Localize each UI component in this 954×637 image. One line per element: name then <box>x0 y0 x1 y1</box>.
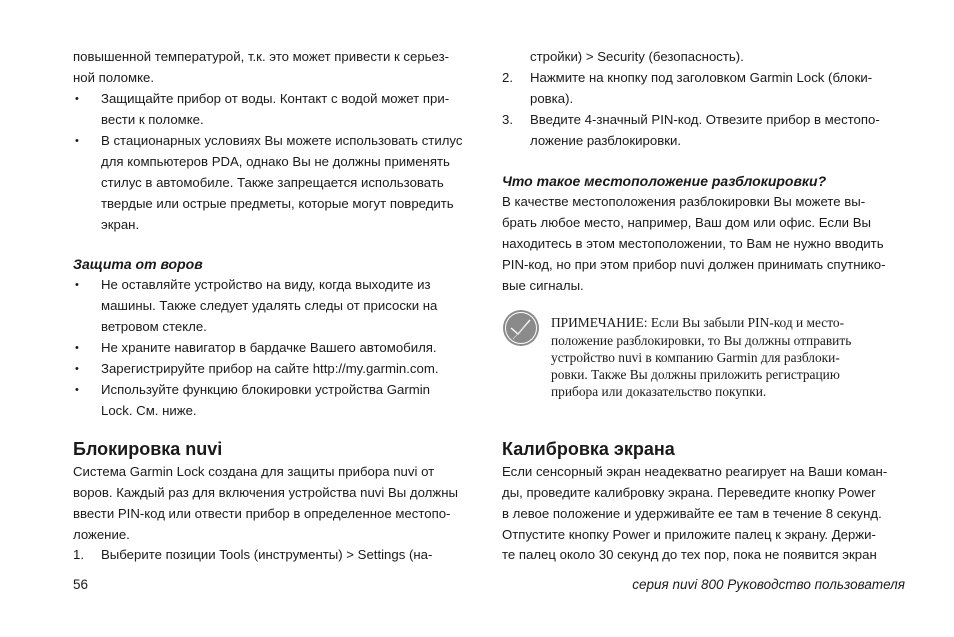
bullet-text: Зарегистрируйте прибор на сайте http://my.garmin.com. <box>101 361 439 376</box>
page-number: 56 <box>73 577 89 592</box>
location-paragraph-line: брать любое место, например, Ваш дом или офис. Если Вы <box>502 215 871 230</box>
step-number: 3. <box>502 112 513 127</box>
location-paragraph-line: находитесь в этом местоположении, то Вам не нужно вводить <box>502 236 884 251</box>
location-paragraph-line: вые сигналы. <box>502 278 584 293</box>
step-number: 1. <box>73 547 84 562</box>
lock-paragraph-line: ввести PIN-код или отвести прибор в определенное местопо- <box>73 506 451 521</box>
bullet-text: Используйте функцию блокировки устройства Garmin <box>101 382 430 397</box>
calibration-heading: Калибровка экрана <box>502 439 675 459</box>
step-number: 2. <box>502 70 513 85</box>
bullet-marker: • <box>75 363 79 375</box>
step-text: ложение разблокировки. <box>530 133 681 148</box>
lock-paragraph-line: ложение. <box>73 527 130 542</box>
bullet-text: Не оставляйте устройство на виду, когда выходите из <box>101 277 431 292</box>
calibration-paragraph-line: ды, проведите калибровку экрана. Переведите кнопку Power <box>502 485 876 500</box>
bullet-marker: • <box>75 384 79 396</box>
location-heading: Что такое местоположение разблокировки? <box>502 173 827 189</box>
step-text: Выберите позиции Tools (инструменты) > Settings (на- <box>101 547 433 562</box>
bullet-marker: • <box>75 342 79 354</box>
step-text: Введите 4-значный PIN-код. Отвезите прибор в местопо- <box>530 112 880 127</box>
note-line: прибора или доказательство покупки. <box>551 384 767 399</box>
location-paragraph-line: В качестве местоположения разблокировки Вы можете вы- <box>502 194 866 209</box>
bullet-text: стилус в автомобиле. Также запрещается использовать <box>101 175 444 190</box>
intro-line: ной поломке. <box>73 70 154 85</box>
bullet-marker: • <box>75 93 79 105</box>
step-text: ровка). <box>530 91 574 106</box>
location-paragraph-line: PIN-код, но при этом прибор nuvi должен принимать спутнико- <box>502 257 886 272</box>
lock-paragraph-line: воров. Каждый раз для включения устройства nuvi Вы должны <box>73 485 458 500</box>
bullet-text: Lock. См. ниже. <box>101 403 197 418</box>
theft-heading: Защита от воров <box>73 256 203 272</box>
bullet-text: для компьютеров PDA, однако Вы не должны применять <box>101 154 450 169</box>
calibration-paragraph-line: в левое положение и удерживайте ее там в течение 8 секунд. <box>502 506 882 521</box>
note-line: ПРИМЕЧАНИЕ: Если Вы забыли PIN-код и место- <box>551 315 845 330</box>
footer-title: серия nuvi 800 Руководство пользователя <box>632 577 905 592</box>
step-text: стройки) > Security (безопасность). <box>530 49 744 64</box>
bullet-marker: • <box>75 135 79 147</box>
bullet-marker: • <box>75 279 79 291</box>
bullet-text: Не храните навигатор в бардачке Вашего автомобиля. <box>101 340 437 355</box>
calibration-paragraph-line: те палец около 30 секунд до тех пор, пока не появится экран <box>502 547 877 562</box>
calibration-paragraph-line: Если сенсорный экран неадекватно реагирует на Ваши коман- <box>502 464 888 479</box>
bullet-text: экран. <box>101 217 140 232</box>
note-line: ровки. Также Вы должны приложить регистрацию <box>551 367 840 382</box>
bullet-text: В стационарных условиях Вы можете использовать стилус <box>101 133 463 148</box>
calibration-paragraph-line: Отпустите кнопку Power и приложите палец к экрану. Держи- <box>502 527 876 542</box>
note-line: устройство nuvi в компанию Garmin для разблоки- <box>551 350 840 365</box>
bullet-text: вести к поломке. <box>101 112 204 127</box>
bullet-text: машины. Также следует удалять следы от присоски на <box>101 298 438 313</box>
bullet-text: ветровом стекле. <box>101 319 207 334</box>
lock-paragraph-line: Система Garmin Lock создана для защиты прибора nuvi от <box>73 464 435 479</box>
step-text: Нажмите на кнопку под заголовком Garmin Lock (блоки- <box>530 70 873 85</box>
note-checkmark-icon <box>502 309 540 347</box>
note-line: положение разблокировки, то Вы должны отправить <box>551 333 852 348</box>
intro-line: повышенной температурой, т.к. это может привести к серьез- <box>73 49 450 64</box>
bullet-text: Защищайте прибор от воды. Контакт с водой может при- <box>101 91 450 106</box>
bullet-text: твердые или острые предметы, которые могут повредить <box>101 196 454 211</box>
lock-heading: Блокировка nuvi <box>73 439 223 459</box>
